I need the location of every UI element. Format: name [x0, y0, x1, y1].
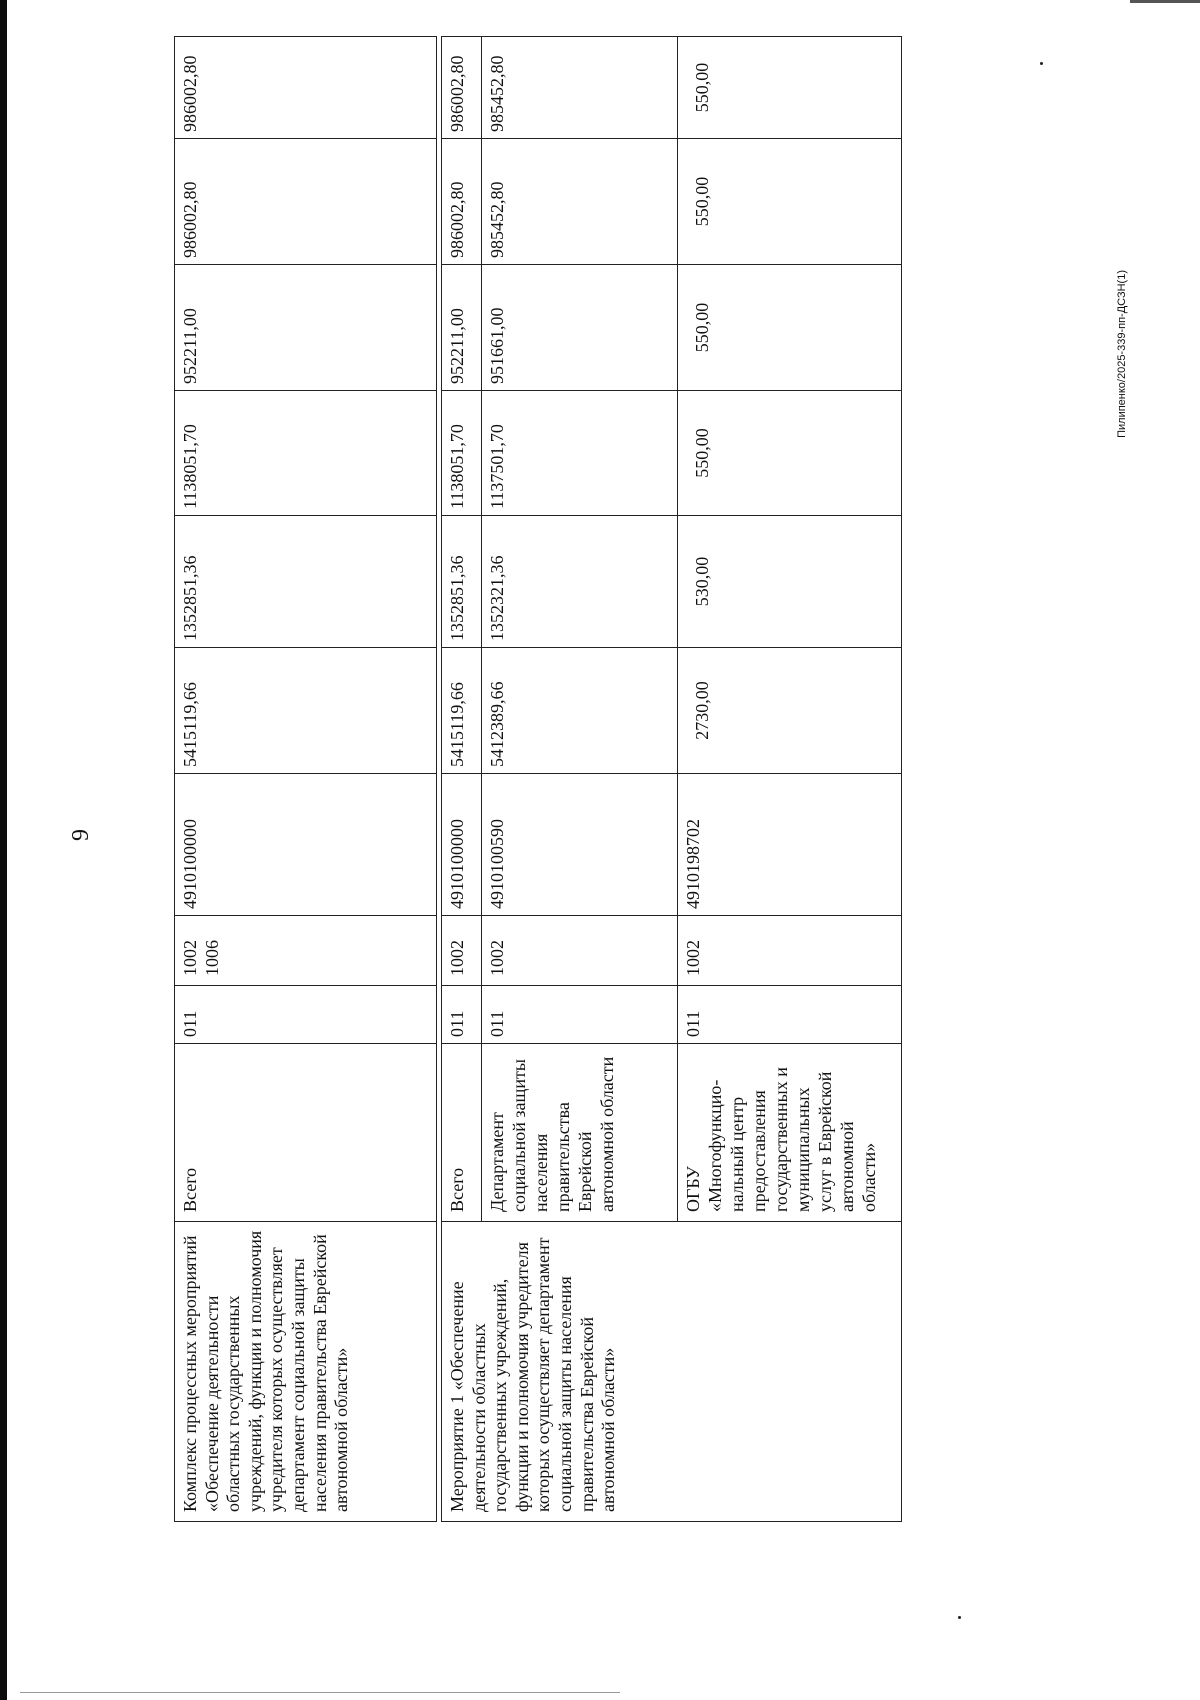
row-executor: Департамент социальной защиты населения правительства Еврейской автономной области [482, 1044, 678, 1222]
table-row [175, 37, 437, 1522]
row-rzpr: 1002 [482, 916, 678, 986]
row-executor: ОГБУ «Многофункцио-нальный центр предоставления государственных и муниципальных услуг в Еврейской автономной области» [678, 1044, 902, 1222]
row-rzpr: 1002 [678, 916, 902, 986]
row-year-4: 986002,80 [442, 139, 482, 265]
row-total: 5415119,66 [175, 648, 437, 774]
row-year-5: 550,00 [678, 37, 902, 139]
row-year-1: 1352851,36 [442, 516, 482, 648]
row-grbs: 011 [678, 986, 902, 1044]
document-page [60, 30, 1140, 1640]
row-description: Мероприятие 1 «Обеспечение деятельности областных государственных учреждений, функции и полномочия учредителя которых осуществляет департамент социальной защиты населения правительства Еврейской автономной области» [442, 1222, 902, 1522]
page-number: 9 [68, 829, 94, 841]
row-csr: 4910198702 [678, 774, 902, 916]
row-grbs: 011 [482, 986, 678, 1044]
row-executor: Всего [442, 1044, 482, 1222]
scan-edge-left [0, 0, 7, 1700]
row-year-4: 986002,80 [175, 139, 437, 265]
row-total: 5412389,66 [482, 648, 678, 774]
row-year-1: 1352321,36 [482, 516, 678, 648]
scan-edge-top [1130, 0, 1200, 3]
row-csr: 4910100000 [442, 774, 482, 916]
table-row [442, 37, 482, 1522]
document-footer-id: Пилипенко/2025-339-пп-ДСЗН(1) [1116, 270, 1128, 438]
row-year-1: 530,00 [678, 516, 902, 648]
row-year-3: 952211,00 [442, 265, 482, 391]
row-executor: Всего [175, 1044, 437, 1222]
row-year-1: 1352851,36 [175, 516, 437, 648]
row-year-3: 952211,00 [175, 265, 437, 391]
row-year-2: 550,00 [678, 391, 902, 516]
row-total: 2730,00 [678, 648, 902, 774]
budget-table [174, 36, 902, 1522]
row-total: 5415119,66 [442, 648, 482, 774]
row-year-2: 1138051,70 [175, 391, 437, 516]
row-year-5: 986002,80 [175, 37, 437, 139]
row-csr: 4910100590 [482, 774, 678, 916]
row-year-2: 1137501,70 [482, 391, 678, 516]
row-year-3: 951661,00 [482, 265, 678, 391]
row-grbs: 011 [175, 986, 437, 1044]
row-year-3: 550,00 [678, 265, 902, 391]
row-year-5: 986002,80 [442, 37, 482, 139]
row-grbs: 011 [442, 986, 482, 1044]
row-rzpr: 1002 1006 [175, 916, 437, 986]
row-year-4: 985452,80 [482, 139, 678, 265]
row-rzpr: 1002 [442, 916, 482, 986]
row-csr: 4910100000 [175, 774, 437, 916]
row-year-2: 1138051,70 [442, 391, 482, 516]
row-year-5: 985452,80 [482, 37, 678, 139]
scan-noise-line [20, 1692, 620, 1693]
row-description: Комплекс процессных мероприятий «Обеспечение деятельности областных государственных учреждений, функции и полномочия учредителя которых осуществляет департамент социальной защиты населения правительства Еврейской автономной области» [175, 1222, 437, 1522]
row-year-4: 550,00 [678, 139, 902, 265]
